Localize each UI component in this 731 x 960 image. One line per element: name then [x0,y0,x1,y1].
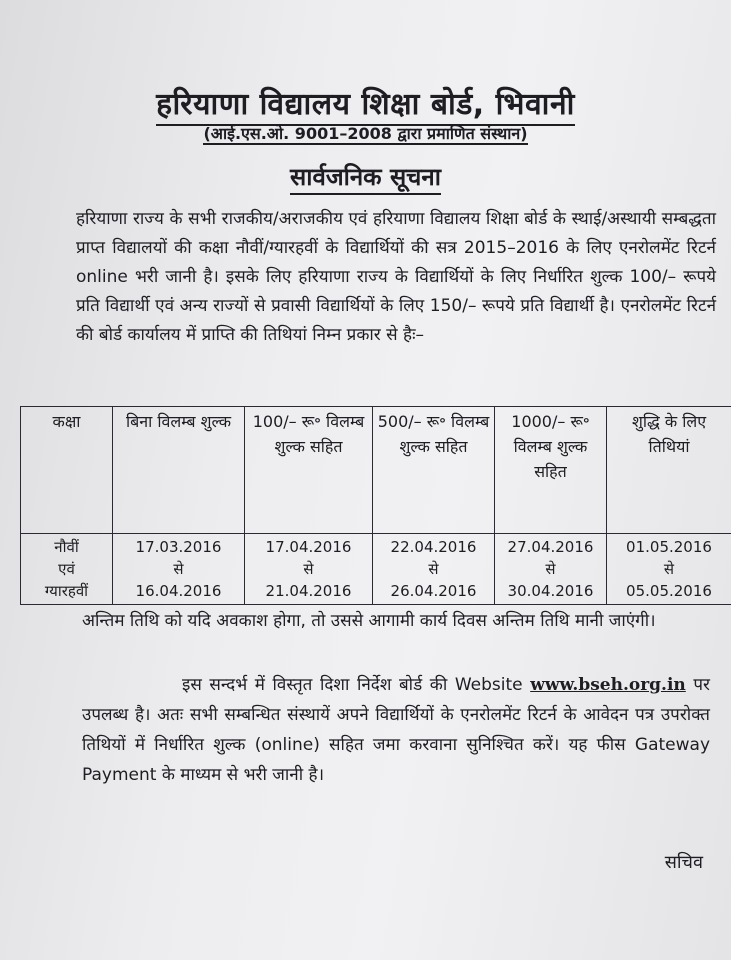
period-no-late-fee: 17.03.2016 से 16.04.2016 [113,534,245,605]
enrollment-dates-table [20,406,731,605]
header-late-fee-500: 500/– रू॰ विलम्ब शुल्क सहित [373,407,495,534]
header-class: कक्षा [21,407,113,534]
header-late-fee-100: 100/– रू॰ विलम्ब शुल्क सहित [245,407,373,534]
notice-paragraph: हरियाणा राज्य के सभी राजकीय/अराजकीय एवं हरियाणा विद्यालय शिक्षा बोर्ड के स्थाई/अस्थायी सम्बद्धता प्राप्त विद्यालयों की कक्षा नौवीं/ग्यारहवीं के विद्यार्थियों की सत्र 2015–2016 के लिए एनरोलमेंट रिटर्न online भरी जानी है। इसके लिए हरियाणा राज्य के विद्यार्थियों के लिए निर्धारित शुल्क 100/– रूपये प्रति विद्यार्थी एवं अन्य राज्यों से प्रवासी विद्यार्थियों के लिए 150/– रूपये प्रति विद्यार्थी है। एनरोलमेंट रिटर्न की बोर्ड कार्यालय में प्राप्ति की तिथियां निम्न प्रकार से हैः– [76,209,716,345]
header-correction-dates: शुद्धि के लिए तिथियां [607,407,731,534]
class-cell: नौवीं एवं ग्यारहवीं [21,534,113,605]
period-late-fee-500: 22.04.2016 से 26.04.2016 [373,534,495,605]
period-correction: 01.05.2016 से 05.05.2016 [607,534,731,605]
period-late-fee-1000: 27.04.2016 से 30.04.2016 [495,534,607,605]
website-link[interactable]: www.bseh.org.in [530,675,686,695]
header-late-fee-1000: 1000/– रू॰ विलम्ब शुल्क सहित [495,407,607,534]
holiday-note: अन्तिम तिथि को यदि अवकाश होगा, तो उससे आगामी कार्य दिवस अन्तिम तिथि मानी जाएंगी। [82,611,656,631]
table-header-row [21,407,731,534]
website-instructions: पर उपलब्ध है। अतः सभी सम्बन्धित संस्थायें अपने विद्यार्थियों के एनरोलमेंट रिटर्न के आवेदन पत्र उपरोक्त तिथियों में निर्धारित शुल्क (online) सहित जमा करवाना सुनिश्चित करें। यह फीस Gateway Payment के माध्यम से भरी जानी है। [82,675,711,785]
website-intro: इस सन्दर्भ में विस्तृत दिशा निर्देश बोर्ड की Website [182,675,523,695]
board-title: हरियाणा विद्यालय शिक्षा बोर्ड, भिवानी [0,82,731,123]
website-paragraph [82,670,710,790]
header-no-late-fee: बिना विलम्ब शुल्क [113,407,245,534]
period-late-fee-100: 17.04.2016 से 21.04.2016 [245,534,373,605]
iso-certification-line: (आई.एस.ओ. 9001–2008 द्वारा प्रमाणित संस्थान) [203,124,528,143]
notice-heading: सार्वजनिक सूचना [0,160,731,193]
table-row [21,534,731,605]
signatory: सचिव [664,852,703,873]
